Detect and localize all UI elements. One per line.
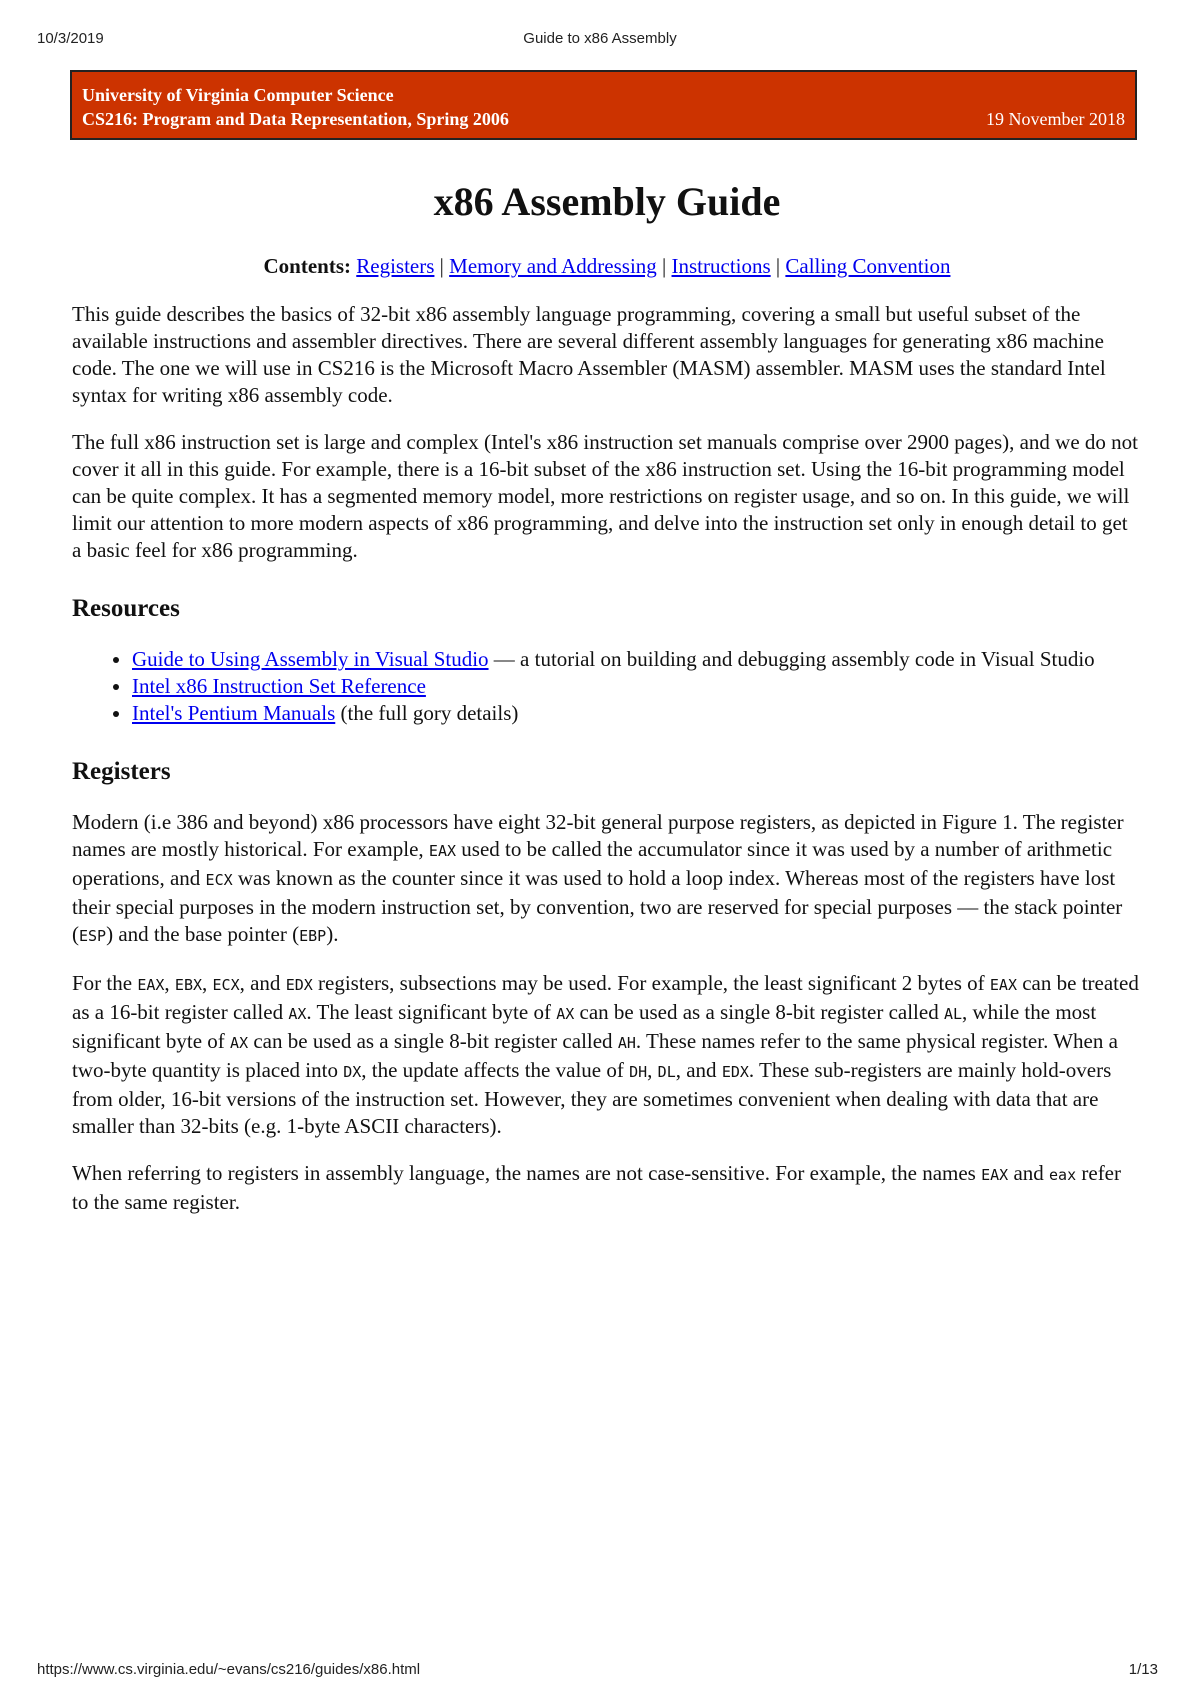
print-header <box>0 30 1200 50</box>
resource-item <box>132 673 1142 700</box>
registers-paragraph-1 <box>72 809 1142 950</box>
text-run: and <box>1008 1161 1050 1185</box>
course-banner <box>70 70 1137 140</box>
text-run: . The least significant byte of <box>306 1000 557 1024</box>
inline-code: ESP <box>79 927 107 945</box>
contents-nav <box>72 254 1142 279</box>
registers-heading: Registers <box>72 758 171 785</box>
inline-code: DL <box>657 1063 676 1081</box>
inline-code: ECX <box>212 976 240 994</box>
inline-code: AX <box>288 1005 307 1023</box>
resource-desc: — a tutorial on building and debugging assembly code in Visual Studio <box>488 647 1095 671</box>
inline-code: AL <box>943 1005 963 1023</box>
toc-separator: | <box>770 254 786 278</box>
text-run: . These sub-registers are mainly hold-overs from older, 16-bit versions of the instruction set. However, they are sometimes convenient when dealing with data that are smaller than 32-bits (e.g. 1-byte ASCII characters). <box>72 1058 1112 1138</box>
main-content <box>72 178 1142 1236</box>
print-title: Guide to x86 Assembly <box>523 30 677 47</box>
inline-code: AX <box>230 1034 249 1052</box>
resource-item <box>132 700 1142 727</box>
text-run: , and <box>675 1058 722 1082</box>
toc-separator: | <box>434 254 450 278</box>
print-date: 10/3/2019 <box>37 30 104 47</box>
page-url: https://www.cs.virginia.edu/~evans/cs216/guides/x86.html <box>37 1661 421 1678</box>
toc-link-instructions[interactable]: Instructions <box>671 254 771 278</box>
text-run: , <box>202 971 213 995</box>
text-run: , <box>647 1058 658 1082</box>
text-run: ) and the base pointer ( <box>106 922 300 946</box>
text-run: was known as the counter since it was used to hold a loop index. Whereas most of the registers have lost their special purposes in the modern instruction set, by convention, two are reserved for special purposes — the stack pointer ( <box>72 866 1123 946</box>
intro-paragraph-1: This guide describes the basics of 32-bit x86 assembly language programming, covering a small but useful subset of the available instructions and assembler directives. There are several different assembly languages for generating x86 machine code. The one we will use in CS216 is the Microsoft Macro Assembler (MASM) assembler. MASM uses the standard Intel syntax for writing x86 assembly code. <box>72 302 1106 407</box>
text-run: , while the most significant byte of <box>72 1000 1097 1053</box>
text-run: used to be called the accumulator since it was used by a number of arithmetic operations, and <box>72 837 1113 890</box>
text-run: can be treated as a 16-bit register called <box>72 971 1139 1024</box>
inline-code: EAX <box>428 842 457 860</box>
resource-link-pentium-manuals[interactable]: Intel's Pentium Manuals <box>132 701 336 725</box>
inline-code: EDX <box>721 1063 749 1081</box>
resource-link-instruction-set[interactable]: Intel x86 Instruction Set Reference <box>132 674 426 698</box>
print-footer <box>0 1661 1200 1681</box>
registers-paragraph-3 <box>72 1160 1142 1216</box>
resource-item <box>132 646 1142 673</box>
registers-paragraph-2 <box>72 970 1142 1140</box>
text-run: can be used as a single 8-bit register called <box>248 1029 618 1053</box>
inline-code: EAX <box>137 976 165 994</box>
text-run: , and <box>239 971 286 995</box>
toc-link-registers[interactable]: Registers <box>356 254 435 278</box>
inline-code: DX <box>343 1063 362 1081</box>
inline-code: EDX <box>285 976 313 994</box>
text-run: When referring to registers in assembly language, the names are not case-sensitive. For example, the names <box>72 1161 982 1185</box>
text-run: Modern (i.e 386 and beyond) x86 processors have eight 32-bit general purpose registers, as depicted in Figure 1. The register names are mostly historical. For example, <box>72 810 1124 861</box>
text-run: . These names refer to the same physical register. When a two-byte quantity is placed into <box>72 1029 1118 1082</box>
inline-code: AH <box>617 1034 636 1052</box>
resources-heading: Resources <box>72 595 180 622</box>
inline-code: EAX <box>981 1166 1009 1184</box>
toc-link-calling-convention[interactable]: Calling Convention <box>785 254 951 278</box>
banner-university: University of Virginia Computer Science <box>82 85 394 105</box>
toc-link-memory[interactable]: Memory and Addressing <box>449 254 657 278</box>
banner-course: CS216: Program and Data Representation, Spring 2006 <box>82 109 509 129</box>
banner-date: 19 November 2018 <box>986 109 1125 129</box>
intro-paragraph-2: The full x86 instruction set is large and complex (Intel's x86 instruction set manuals comprise over 2900 pages), and we do not cover it all in this guide. For example, there is a 16-bit subset of the x86 instruction set. Using the 16-bit programming model can be quite complex. It has a segmented memory model, more restrictions on register usage, and so on. In this guide, we will limit our attention to more modern aspects of x86 programming, and delve into the instruction set only in enough detail to get a basic feel for x86 programming. <box>72 430 1138 562</box>
text-run: , the update affects the value of <box>361 1058 630 1082</box>
text-run: ). <box>326 922 339 946</box>
page-title: x86 Assembly Guide <box>433 179 781 224</box>
contents-label: Contents: <box>263 254 352 278</box>
text-run: can be used as a single 8-bit register called <box>574 1000 944 1024</box>
text-run: refer to the same register. <box>72 1161 1121 1214</box>
inline-code: ECX <box>205 871 233 889</box>
inline-code: eax <box>1049 1166 1077 1184</box>
inline-code: EBP <box>299 927 327 945</box>
resources-list <box>72 646 1142 727</box>
text-run: , <box>164 971 175 995</box>
toc-separator: | <box>656 254 672 278</box>
inline-code: EAX <box>989 976 1017 994</box>
inline-code: EBX <box>174 976 203 994</box>
resource-link-visual-studio[interactable]: Guide to Using Assembly in Visual Studio <box>132 647 489 671</box>
resource-desc: (the full gory details) <box>335 701 519 725</box>
page-number: 1/13 <box>1128 1661 1158 1678</box>
inline-code: AX <box>556 1005 575 1023</box>
inline-code: DH <box>629 1063 648 1081</box>
text-run: registers, subsections may be used. For example, the least significant 2 bytes of <box>312 971 990 995</box>
text-run: For the <box>72 971 138 995</box>
